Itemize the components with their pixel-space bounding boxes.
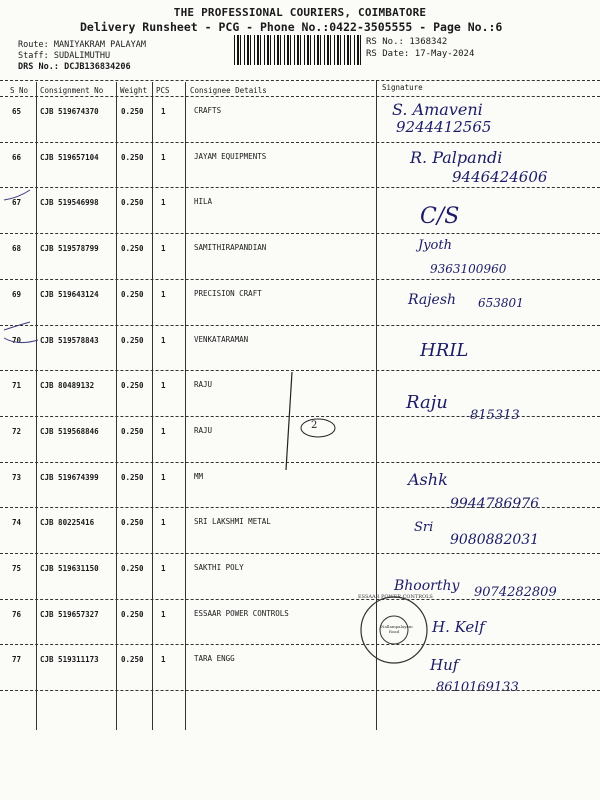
- row-pcs: 1: [161, 381, 166, 391]
- rs-date-value: 17-May-2024: [414, 49, 475, 59]
- row-sno: 74: [12, 518, 22, 528]
- stamp-center-text: Nallampalayam Road: [381, 624, 413, 634]
- row-pcs: 1: [161, 289, 166, 299]
- row-consignment-no: CJB 80489132: [40, 381, 95, 391]
- row-consignment-no: CJB 519674399: [40, 472, 99, 482]
- row-weight: 0.250: [121, 335, 144, 345]
- row-sno: 68: [12, 244, 22, 254]
- drs-value: DCJB136834206: [64, 62, 131, 72]
- row-sno: 71: [12, 381, 22, 391]
- col-header-consignee: Consignee Details: [190, 86, 267, 95]
- stamp-text: ESSAAR POWER CONTROLS: [358, 594, 433, 600]
- row-consignment-no: CJB 80225416: [40, 518, 95, 528]
- row-signature-phone: 653801: [478, 296, 524, 310]
- row-signature: S. Amaveni: [392, 100, 483, 119]
- row-signature-phone: 8610169133: [436, 680, 519, 695]
- row-signature-phone: 9446424606: [452, 168, 548, 186]
- row-weight: 0.250: [121, 518, 144, 528]
- row-signature: R. Palpandi: [410, 148, 503, 167]
- col-header-weight: Weight: [120, 86, 148, 95]
- route-value: MANIYAKRAM PALAYAM: [53, 40, 146, 50]
- row-sno: 69: [12, 289, 22, 299]
- row-signature-phone: 815313: [470, 408, 520, 423]
- row-consignee: CRAFTS: [194, 106, 222, 115]
- circled-count: 2: [311, 420, 318, 431]
- row-sno: 77: [12, 655, 22, 665]
- col-header-sno: S No: [10, 86, 29, 95]
- row-consignee: HILA: [194, 197, 213, 207]
- row-consignment-no: CJB 519568846: [40, 426, 99, 436]
- staff-label: Staff:: [18, 51, 49, 61]
- row-sno: 70: [12, 335, 22, 345]
- row-pcs: 1: [161, 426, 166, 436]
- row-consignment-no: CJB 519657327: [40, 609, 99, 619]
- row-signature-phone: 9944786976: [450, 496, 540, 512]
- row-weight: 0.250: [121, 655, 144, 665]
- row-sno: 67: [12, 198, 22, 208]
- row-consignment-no: CJB 519643124: [40, 289, 99, 299]
- company-title: THE PROFESSIONAL COURIERS, COIMBATORE: [173, 6, 427, 19]
- row-sno: 72: [12, 426, 22, 436]
- row-pcs: 1: [161, 472, 166, 482]
- row-consignee: TARA ENGG: [194, 654, 235, 664]
- row-pcs: 1: [161, 609, 166, 619]
- row-consignee: RAJU: [194, 380, 213, 390]
- circle-mark: [301, 419, 335, 437]
- row-consignment-no: CJB 519311173: [40, 655, 99, 665]
- row-signature: Raju: [406, 392, 448, 413]
- row-signature: H. Kelf: [432, 618, 485, 636]
- row-signature: HRIL: [420, 340, 469, 361]
- row-pcs: 1: [161, 518, 166, 528]
- row-signature: C/S: [420, 204, 460, 229]
- row-weight: 0.250: [121, 244, 144, 254]
- row-consignee: SRI LAKSHMI METAL: [194, 517, 271, 527]
- row-weight: 0.250: [121, 609, 144, 619]
- row-pcs: 1: [161, 198, 166, 208]
- row-consignee: SAKTHI POLY: [194, 563, 244, 572]
- row-weight: 0.250: [121, 289, 144, 299]
- rs-no-value: 1368342: [409, 37, 448, 47]
- tick-mark: [4, 190, 38, 343]
- route-label: Route:: [18, 40, 49, 50]
- row-sno: 65: [12, 107, 22, 116]
- row-pcs: 1: [161, 244, 166, 254]
- row-signature-phone: 9074282809: [474, 585, 557, 600]
- row-consignee: VENKATARAMAN: [194, 334, 249, 344]
- col-header-pcs: PCS: [156, 86, 170, 95]
- row-signature: Rajesh: [408, 292, 457, 308]
- row-signature-phone: 9244412565: [396, 118, 492, 136]
- row-sno: 76: [12, 609, 22, 619]
- row-weight: 0.250: [121, 426, 144, 436]
- bracket-line: [286, 372, 292, 470]
- row-pcs: 1: [161, 335, 166, 345]
- row-weight: 0.250: [121, 107, 144, 116]
- row-signature: Jyoth: [418, 238, 452, 253]
- row-consignee: ESSAAR POWER CONTROLS: [194, 608, 289, 618]
- row-consignee: SAMITHIRAPANDIAN: [194, 243, 267, 253]
- row-weight: 0.250: [121, 564, 144, 573]
- row-weight: 0.250: [121, 381, 144, 391]
- row-sno: 75: [12, 564, 22, 573]
- row-signature-phone: 9080882031: [450, 532, 540, 548]
- row-consignee: PRECISION CRAFT: [194, 288, 262, 298]
- row-consignee: JAYAM EQUIPMENTS: [194, 151, 267, 161]
- row-consignment-no: CJB 519674370: [40, 107, 99, 116]
- rs-date-label: RS Date:: [366, 49, 410, 59]
- row-consignment-no: CJB 519546998: [40, 198, 99, 208]
- row-pcs: 1: [161, 152, 166, 162]
- row-consignment-no: CJB 519657104: [40, 152, 99, 162]
- row-weight: 0.250: [121, 198, 144, 208]
- row-signature: Bhoorthy: [394, 578, 460, 594]
- staff-value: SUDALIMUTHU: [53, 51, 111, 61]
- drs-label: DRS No.:: [18, 62, 59, 72]
- row-pcs: 1: [161, 564, 166, 573]
- row-consignment-no: CJB 519631150: [40, 564, 99, 573]
- row-consignee: RAJU: [194, 425, 213, 435]
- col-header-consignment: Consignment No: [40, 86, 104, 95]
- row-pcs: 1: [161, 107, 166, 116]
- row-weight: 0.250: [121, 472, 144, 482]
- row-consignee: MM: [194, 471, 204, 481]
- row-weight: 0.250: [121, 152, 144, 162]
- row-consignment-no: CJB 519578799: [40, 244, 99, 254]
- row-pcs: 1: [161, 655, 166, 665]
- row-sno: 73: [12, 472, 22, 482]
- row-consignment-no: CJB 519578843: [40, 335, 99, 345]
- row-signature: Huf: [430, 656, 459, 674]
- row-signature: Sri: [414, 520, 434, 535]
- row-signature-phone: 9363100960: [430, 262, 507, 276]
- runsheet-subtitle: Delivery Runsheet - PCG - Phone No.:0422-3505555 - Page No.:6: [80, 20, 503, 34]
- row-sno: 66: [12, 152, 22, 162]
- rs-no-label: RS No.:: [366, 37, 404, 47]
- col-header-signature: Signature: [382, 83, 423, 92]
- row-signature: Ashk: [408, 470, 448, 489]
